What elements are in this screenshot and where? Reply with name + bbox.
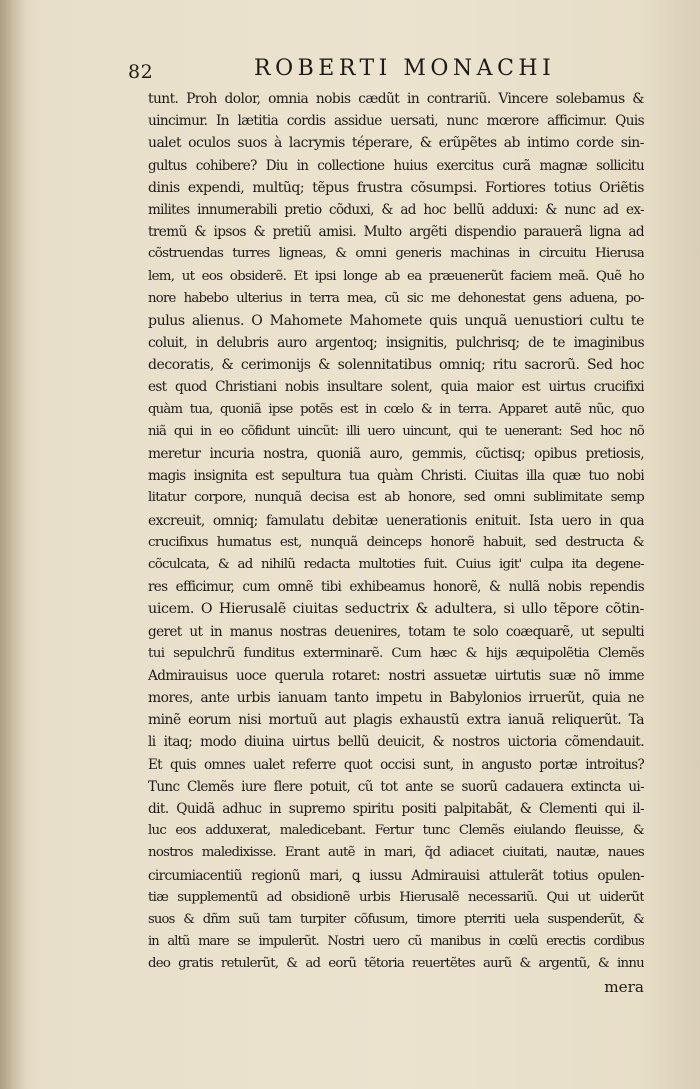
text-line: dinis expendi, multũq; tẽpus frustra cõsumpsi. Fortiores totius Oriẽtis	[148, 179, 644, 196]
text-line: uicem. O Hierusalẽ ciuitas seductrix & adultera, si ullo tẽpore cõtin-	[148, 601, 644, 618]
text-line: circumiacentiũ regionũ mari, ꝗ iussu Admirauisi attulerãt totius opulen-	[148, 867, 644, 884]
text-line: pulus alienus. O Mahomete Mahomete quis unquã uenustiori cultu te	[148, 312, 644, 329]
text-line: tunt. Proh dolor, omnia nobis cædũt in contrariũ. Vincere solebamus &	[148, 91, 644, 107]
text-line: mera	[604, 977, 644, 996]
text-line: cõstruendas turres ligneas, & omni generis machinas in circuitu Hierusa	[148, 246, 644, 262]
body-text	[148, 88, 644, 998]
text-line: res efficimur, cum omnẽ tibi exhibeamus honorẽ, & nullã nobis rependis	[148, 579, 644, 596]
text-line: tremũ & ipsos & pretiũ amisi. Multo argẽti dispendio parauerã ligna ad	[148, 224, 644, 241]
text-line: luc eos adduxerat, maledicebant. Fertur tunc Clemẽs eiulando fleuisse, &	[148, 823, 644, 839]
text-line: litatur corpore, nunquã decisa est ab honore, sed omni sublimitate semp	[148, 490, 644, 506]
text-line: lem, ut eos obsiderẽ. Et ipsi longe ab ea præuenerũt faciem meã. Quẽ ho	[148, 268, 644, 284]
text-line: Tunc Clemẽs iure flere potuit, cũ tot ante se suorũ cadauera extincta ui-	[148, 778, 644, 795]
text-line: milites innumerabili pretio cõduxi, & ad hoc bellũ adduxi: & nunc ad ex-	[148, 201, 644, 218]
text-line: mores, ante urbis ianuam tanto impetu in Babylonios irruerũt, quia ne	[148, 690, 644, 707]
page-number: 82	[128, 61, 154, 83]
text-line: decoratis, & cerimonijs & solennitatibus omniq; ritu sacrorũ. Sed hoc	[148, 357, 644, 374]
text-line: in altũ mare se impulerũt. Nostri uero cũ manibus in cœlũ erectis cordibus	[148, 934, 644, 950]
gutter-shadow	[0, 0, 26, 1089]
text-line: Admirauisus uoce querula rotaret: nostri assuetæ uirtutis suæ nõ imme	[148, 667, 644, 684]
text-line: Et quis omnes ualet referre quot occisi sunt, in angusto portæ introitus?	[148, 756, 644, 773]
text-line: meretur incuria nostra, quoniã auro, gemmis, cũctisq; opibus pretiosis,	[148, 446, 644, 462]
text-line: dit. Quidã adhuc in supremo spiritu positi palpitabãt, & Clementi qui il-	[148, 801, 644, 817]
text-line: nostros maledixisse. Erant autẽ in mari, q̃d adiacet ciuitati, nautæ, naues	[148, 845, 644, 861]
text-line: gultus cohibere? Diu in collectione huius exercitus curã magnæ sollicitu	[148, 157, 644, 174]
text-line: crucifixus humatus est, nunquã deinceps honorẽ habuit, sed destructa &	[148, 534, 644, 550]
text-line: ualet oculos suos à lacrymis téperare, & erũpẽtes ab intimo corde sin-	[148, 135, 644, 152]
text-line: geret ut in manus nostras deuenires, totam te solo coæquarẽ, ut sepulti	[148, 623, 644, 640]
text-line: cõculcata, & ad nihilũ redacta multoties fuit. Cuius igit' culpa ita degene-	[148, 556, 644, 572]
text-line: deo gratis retulerũt, & ad eorũ tẽtoria reuertẽtes aurũ & argentũ, & innu	[148, 956, 644, 972]
text-line: coluit, in delubris auro argentoq; insignitis, pulchrisq; de te imaginibus	[148, 335, 644, 352]
text-line: quàm tua, quoniã ipse potẽs est in cœlo & in terra. Apparet autẽ nũc, quo	[148, 401, 644, 417]
text-line: tui sepulchrũ funditus exterminarẽ. Cum hæc & hijs æquipolẽtia Clemẽs	[148, 645, 644, 661]
text-line: magis insignita est sepultura tua quàm Christi. Ciuitas illa quæ tuo nobi	[148, 468, 644, 485]
text-line: li itaq; modo diuina uirtus bellũ deuicit, & nostros uictoria cõmendauit.	[148, 734, 644, 751]
running-title: ROBERTI MONACHI	[254, 56, 556, 81]
text-line: suos & dñm suũ tam turpiter cõfusum, timore pterriti uela suspenderũt, &	[148, 911, 644, 927]
text-line: tiæ supplementũ ad obsidionẽ urbis Hierusalẽ necessariũ. Qui ut uiderũt	[148, 889, 644, 905]
text-line: excreuit, omniq; famulatu debitæ uenerationis enituit. Ista uero in qua	[148, 512, 644, 529]
text-line: uincimur. In lætitia cordis assidue uersati, nunc mœrore afficimur. Quis	[148, 113, 644, 130]
text-line: est quod Christiani nobis insultare solent, quia maior est uirtus crucifixi	[148, 379, 644, 396]
text-line: niã qui in eo cõfidunt uincũt: illi uero uincunt, qui te uenerant: Sed hoc nõ	[148, 423, 644, 439]
text-line: minẽ eorum nisi mortuũ aut plagis exhaustũ extra ianuã reliquerũt. Ta	[148, 712, 644, 729]
text-line: nore habebo ulterius in terra mea, cũ sic me dehonestat gens aduena, po-	[148, 290, 644, 306]
